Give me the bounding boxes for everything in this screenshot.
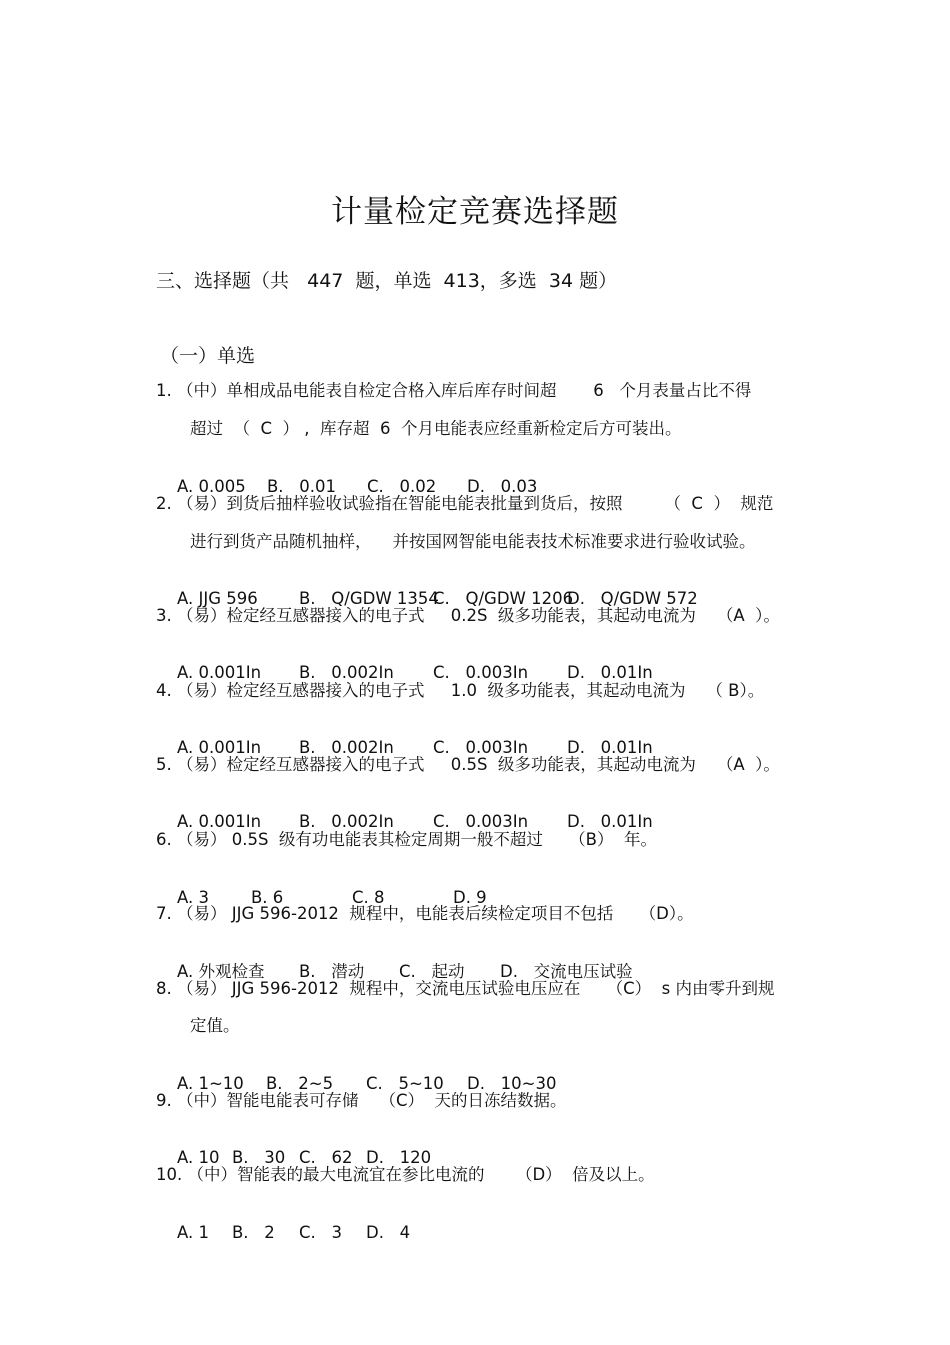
option-c: C. 0.003In	[432, 738, 529, 757]
document-title: 计量检定竞赛选择题	[331, 194, 619, 230]
option-b: B. 0.002In	[298, 812, 394, 831]
option-b: B. 2~5	[265, 1074, 334, 1093]
option-d: D. 0.01In	[566, 738, 653, 757]
option-a: A. 0.001In	[176, 812, 262, 831]
question-text: 9. （中）智能电能表可存储 （C） 天的日冻结数据。	[156, 1091, 567, 1110]
options-row	[156, 1203, 410, 1263]
option-c: C. Q/GDW 1206	[432, 589, 574, 608]
option-a: A. 0.005	[176, 477, 246, 496]
option-b: B. 0.002In	[298, 663, 394, 682]
question-text: 5. （易）检定经互感器接入的电子式 0.5S 级多功能表，其起动电流为 （A ）。	[156, 755, 780, 774]
question-text-cont: 超过 （ C ） , 库存超 6 个月电能表应经重新检定后方可装出。	[190, 419, 682, 438]
option-d: D. 120	[365, 1148, 432, 1167]
option-c: C. 0.003In	[432, 663, 529, 682]
option-d: D. 0.01In	[566, 663, 653, 682]
option-d: D. 交流电压试验	[499, 962, 633, 981]
option-a: A. 1~10	[176, 1074, 244, 1093]
option-c: C. 0.02	[366, 477, 437, 496]
question-text: 2. （易）到货后抽样验收试验指在智能电能表批量到货后，按照 （ C ） 规范	[156, 494, 774, 513]
option-a: A. 0.001In	[176, 738, 262, 757]
option-d: D. 0.01In	[566, 812, 653, 831]
option-b: B. 0.01	[266, 477, 337, 496]
question-text: 4. （易）检定经互感器接入的电子式 1.0 级多功能表，其起动电流为 （ B）。	[156, 681, 765, 700]
option-c: C. 3	[298, 1223, 342, 1242]
option-d: D. Q/GDW 572	[566, 589, 698, 608]
question-text: 8. （易） JJG 596-2012 规程中，交流电压试验电压应在 （C） s 内由零升到规	[156, 979, 775, 998]
option-d: D. 0.03	[466, 477, 538, 496]
option-a: A. 3	[176, 888, 209, 907]
question-text-cont: 定值。	[190, 1016, 240, 1035]
option-d: D. 9	[452, 888, 487, 907]
question-text-cont: 进行到货产品随机抽样， 并按国网智能电能表技术标准要求进行验收试验。	[190, 532, 756, 551]
option-b: B. 2	[231, 1223, 275, 1242]
question-text: 3. （易）检定经互感器接入的电子式 0.2S 级多功能表，其起动电流为 （A ）。	[156, 606, 780, 625]
option-c: C. 62	[298, 1148, 353, 1167]
question-text: 7. （易） JJG 596-2012 规程中，电能表后续检定项目不包括 （D）。	[156, 904, 694, 923]
option-c: C. 起动	[398, 962, 465, 981]
subsection-heading: （一）单选	[160, 345, 256, 367]
option-c: C. 0.003In	[432, 812, 529, 831]
option-b: B. 6	[250, 888, 284, 907]
question-text: 6. （易） 0.5S 级有功电能表其检定周期一般不超过 （B） 年。	[156, 830, 657, 849]
option-a: A. 外观检查	[176, 962, 265, 981]
option-b: B. Q/GDW 1354	[298, 589, 439, 608]
option-d: D. 10~30	[466, 1074, 557, 1093]
question-text: 10. （中）智能表的最大电流宜在参比电流的 （D） 倍及以上。	[156, 1165, 655, 1184]
option-b: B. 潜动	[298, 962, 365, 981]
option-c: C. 8	[351, 888, 385, 907]
option-c: C. 5~10	[365, 1074, 444, 1093]
option-d: D. 4	[365, 1223, 411, 1242]
option-a: A. 0.001In	[176, 663, 262, 682]
question-text: 1. （中）单相成品电能表自检定合格入库后库存时间超 6 个月表量占比不得	[156, 381, 752, 400]
option-a: A. JJG 596	[176, 589, 258, 608]
option-b: B. 0.002In	[298, 738, 394, 757]
section-heading: 三、选择题（共 447 题，单选 413，多选 34 题）	[156, 270, 618, 292]
option-a: A. 1	[176, 1223, 209, 1242]
option-b: B. 30	[231, 1148, 286, 1167]
option-a: A. 10	[176, 1148, 220, 1167]
